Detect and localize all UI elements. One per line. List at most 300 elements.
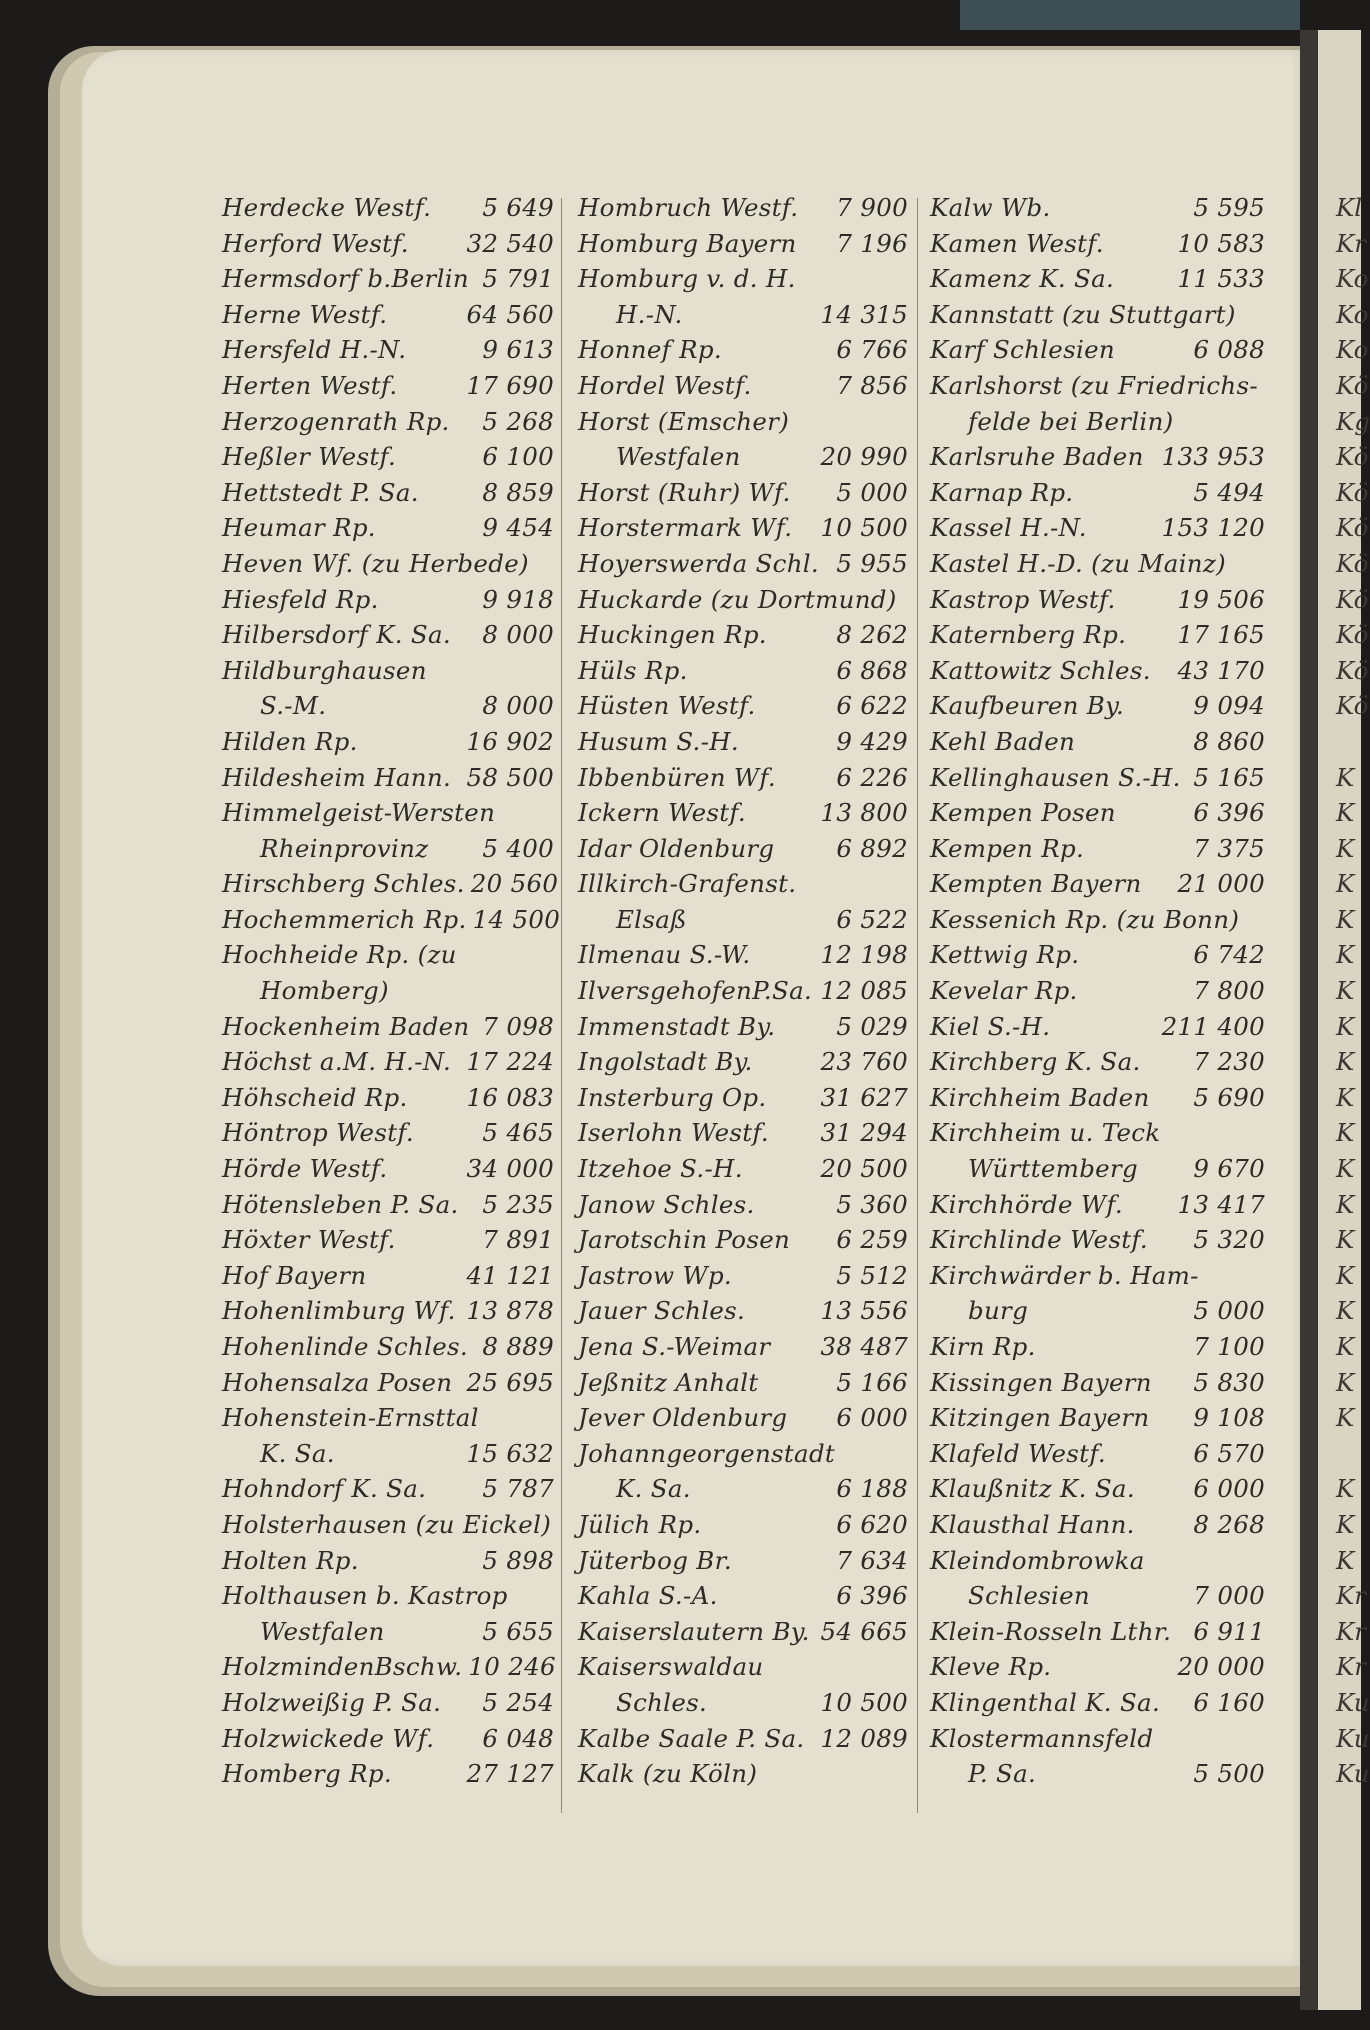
town-name: Hockenheim Baden [222, 1011, 470, 1041]
population: 10 246 [468, 1652, 556, 1682]
entry-line [222, 1009, 554, 1045]
facing-page-glyph: K [1336, 1047, 1355, 1077]
population: 5 320 [1193, 1225, 1265, 1255]
town-name: Kevelar Rp. [930, 976, 1078, 1006]
town-name: Kalk (zu Köln) [578, 1759, 758, 1789]
population: 5 649 [482, 193, 554, 222]
entry-line [222, 653, 554, 689]
population: 133 953 [1161, 442, 1265, 472]
population: 8 859 [482, 477, 554, 507]
entry-line [930, 1115, 1265, 1151]
town-name: Kalbe Saale P. Sa. [578, 1723, 805, 1753]
population: 21 000 [1177, 869, 1265, 899]
entry-line [578, 582, 908, 618]
town-name: Homberg Rp. [222, 1759, 392, 1789]
town-name: K. Sa. [616, 1474, 691, 1504]
population: 5 000 [1193, 1296, 1265, 1326]
entry-line [930, 226, 1265, 262]
town-name: Herford Westf. [222, 228, 409, 258]
entry-line [578, 1543, 908, 1579]
entry-line [222, 404, 554, 440]
entry-line [222, 973, 554, 1009]
entry-line [578, 1507, 908, 1543]
population: 5 512 [836, 1260, 908, 1290]
entry-line [578, 866, 908, 902]
entry-line [930, 1436, 1265, 1472]
population: 64 560 [466, 299, 554, 329]
town-name: Kleindombrowka [930, 1545, 1145, 1575]
population: 6 911 [1193, 1616, 1265, 1646]
town-name: Kamenz K. Sa. [930, 264, 1115, 294]
town-name: Jüterbog Br. [578, 1545, 732, 1575]
entry-line [930, 1649, 1265, 1685]
town-name: Herne Westf. [222, 299, 388, 329]
population: 5 165 [1193, 762, 1265, 792]
town-name: Hombruch Westf. [578, 193, 799, 222]
population: 6 160 [1193, 1687, 1265, 1717]
town-name: Jarotschin Posen [578, 1225, 791, 1255]
entry-line [578, 1721, 908, 1757]
entry-line [222, 831, 554, 867]
town-name: Johanngeorgenstadt [578, 1438, 836, 1468]
entry-line [930, 688, 1265, 724]
entry-line [222, 332, 554, 368]
population: 23 760 [820, 1047, 908, 1077]
entry-line [930, 1293, 1265, 1329]
entry-line [578, 1649, 908, 1685]
population: 5 830 [1193, 1367, 1265, 1397]
town-name: Kalw Wb. [930, 193, 1051, 222]
facing-page-glyph: Kö [1336, 584, 1369, 614]
town-name: Hüls Rp. [578, 655, 688, 685]
entry-line [578, 1222, 908, 1258]
town-name: Herten Westf. [222, 370, 398, 400]
population: 6 188 [836, 1474, 908, 1504]
town-name: Ibbenbüren Wf. [578, 762, 776, 792]
population: 9 613 [482, 335, 554, 365]
entry-line [930, 190, 1265, 226]
entry-line [930, 475, 1265, 511]
town-name: Hohensalza Posen [222, 1367, 453, 1397]
population: 7 891 [482, 1225, 554, 1255]
population: 17 165 [1177, 620, 1265, 650]
entry-line [222, 617, 554, 653]
facing-page-glyph: Kö [1336, 477, 1369, 507]
entry-line [930, 332, 1265, 368]
entry-line [930, 973, 1265, 1009]
town-name: Hirschberg Schles. [222, 869, 465, 899]
town-name: Itzehoe S.-H. [578, 1154, 743, 1184]
entry-line [578, 1614, 908, 1650]
entry-line [930, 1365, 1265, 1401]
population: 5 254 [482, 1687, 554, 1717]
entry-line [930, 1222, 1265, 1258]
population: 5 898 [482, 1545, 554, 1575]
entry-line [578, 617, 908, 653]
entry-line [222, 190, 554, 226]
town-name: Hordel Westf. [578, 370, 752, 400]
town-name: Hötensleben P. Sa. [222, 1189, 459, 1219]
town-name: Katernberg Rp. [930, 620, 1127, 650]
entry-line [222, 1649, 554, 1685]
population: 6 396 [836, 1581, 908, 1611]
facing-page-glyph: Ku [1336, 1687, 1370, 1717]
town-name: Hilbersdorf K. Sa. [222, 620, 451, 650]
population: 14 315 [820, 299, 908, 329]
entry-line [930, 653, 1265, 689]
facing-page-glyph: K [1336, 940, 1355, 970]
population: 7 196 [836, 228, 908, 258]
population: 17 690 [466, 370, 554, 400]
town-name: Klafeld Westf. [930, 1438, 1106, 1468]
entry-line [222, 688, 554, 724]
facing-page-glyph [1336, 724, 1370, 760]
column-rule [561, 198, 562, 1813]
town-name: Holsterhausen (zu Eickel) [222, 1509, 552, 1539]
population: 9 108 [1193, 1403, 1265, 1433]
population: 5 465 [482, 1118, 554, 1148]
town-name: Karlsruhe Baden [930, 442, 1144, 472]
town-name: Karlshorst (zu Friedrichs- [930, 370, 1258, 400]
entry-line [222, 795, 554, 831]
facing-page-glyph [1336, 1436, 1370, 1472]
entry-line [222, 1507, 554, 1543]
town-name: Kaiserslautern By. [578, 1616, 810, 1646]
entry-line [222, 546, 554, 582]
entry-line [930, 1151, 1265, 1187]
entry-line [578, 368, 908, 404]
town-name: Klostermannsfeld [930, 1723, 1154, 1753]
population: 10 500 [820, 513, 908, 543]
population: 7 800 [1193, 976, 1265, 1006]
entry-line [222, 1044, 554, 1080]
entry-line [578, 190, 908, 226]
population: 5 787 [482, 1474, 554, 1504]
town-name: Insterburg Op. [578, 1082, 767, 1112]
population: 5 268 [482, 406, 554, 436]
entry-line [222, 1115, 554, 1151]
town-name: Jena S.-Weimar [578, 1332, 771, 1361]
entry-line [578, 1400, 908, 1436]
population: 7 100 [1193, 1332, 1265, 1361]
population: 5 595 [1193, 193, 1265, 222]
town-name: Horstermark Wf. [578, 513, 793, 543]
population: 20 000 [1177, 1652, 1265, 1682]
entry-line [578, 1151, 908, 1187]
column-1 [222, 190, 561, 1792]
population: 5 029 [836, 1011, 908, 1041]
town-name: Jastrow Wp. [578, 1260, 733, 1290]
town-name: P. Sa. [968, 1759, 1037, 1789]
town-name: Hildesheim Hann. [222, 762, 452, 792]
town-name: Kehl Baden [930, 726, 1076, 756]
population: 19 506 [1177, 584, 1265, 614]
population: 6 622 [836, 691, 908, 721]
entry-line [578, 760, 908, 796]
entry-line [578, 795, 908, 831]
entry-line [930, 617, 1265, 653]
population: 34 000 [466, 1154, 554, 1184]
town-name: Kiel S.-H. [930, 1011, 1051, 1041]
entry-line [222, 1543, 554, 1579]
town-name: Ickern Westf. [578, 798, 747, 828]
town-name: Jülich Rp. [578, 1509, 702, 1539]
town-name: Kaiserswaldau [578, 1652, 764, 1682]
population: 13 878 [466, 1296, 554, 1326]
facing-page-glyph: K [1336, 1260, 1355, 1290]
population: 13 800 [820, 798, 908, 828]
facing-page-glyph: K [1336, 1011, 1355, 1041]
population: 5 360 [836, 1189, 908, 1219]
facing-page-glyph: Ko [1336, 335, 1369, 365]
facing-page-glyph: K [1336, 1332, 1355, 1361]
entry-line [222, 297, 554, 333]
town-name: Heven Wf. (zu Herbede) [222, 548, 529, 578]
town-name: Klein-Rosseln Lthr. [930, 1616, 1172, 1646]
town-name: Hof Bayern [222, 1260, 367, 1290]
entry-line [930, 510, 1265, 546]
population: 9 429 [836, 726, 908, 756]
entry-line [222, 226, 554, 262]
population: 6 892 [836, 833, 908, 863]
entry-line [222, 1365, 554, 1401]
town-name: Westfalen [260, 1616, 385, 1646]
entry-line [930, 1080, 1265, 1116]
town-name: Hoyerswerda Schl. [578, 548, 820, 578]
population: 12 198 [820, 940, 908, 970]
entry-line [578, 653, 908, 689]
town-name: Holthausen b. Kastrop [222, 1581, 508, 1611]
entry-line [222, 439, 554, 475]
entry-line [222, 902, 561, 938]
population: 5 400 [482, 833, 554, 863]
entry-line [930, 760, 1265, 796]
population: 7 375 [1193, 833, 1265, 863]
town-name: Kattowitz Schles. [930, 655, 1151, 685]
population: 9 670 [1193, 1154, 1265, 1184]
entry-line [222, 1080, 554, 1116]
town-name: Westfalen [616, 442, 741, 472]
town-name: Ingolstadt By. [578, 1047, 753, 1077]
facing-page-glyph: K [1336, 1296, 1355, 1326]
facing-page-glyph: Kö [1336, 691, 1369, 721]
entry-line [222, 510, 554, 546]
population: 20 560 [470, 869, 559, 899]
population: 6 868 [836, 655, 908, 685]
facing-page-glyph: Kr [1336, 1652, 1367, 1682]
population: 5 655 [482, 1616, 554, 1646]
population: 211 400 [1161, 1011, 1265, 1041]
town-name: Hohenlimburg Wf. [222, 1296, 456, 1326]
town-name: IlversgehofenP.Sa. [578, 976, 813, 1006]
entry-line [930, 1756, 1265, 1792]
town-name: Heßler Westf. [222, 442, 397, 472]
town-name: Kempen Rp. [930, 833, 1085, 863]
entry-line [222, 368, 554, 404]
population: 5 690 [1193, 1082, 1265, 1112]
town-name: Kassel H.-N. [930, 513, 1087, 543]
facing-page-glyph: Kö [1336, 442, 1369, 472]
entry-line [578, 297, 908, 333]
facing-page-glyph: Kl [1336, 193, 1363, 222]
population: 8 000 [482, 691, 554, 721]
population: 16 083 [466, 1082, 554, 1112]
entry-line [222, 582, 554, 618]
entry-line [222, 1685, 554, 1721]
town-name: Höchst a.M. H.-N. [222, 1047, 452, 1077]
town-name: Herzogenrath Rp. [222, 406, 450, 436]
population: 6 396 [1193, 798, 1265, 828]
town-name: Iserlohn Westf. [578, 1118, 769, 1148]
entry-line [578, 1258, 908, 1294]
population: 7 000 [1193, 1581, 1265, 1611]
town-name: Kirchheim Baden [930, 1082, 1150, 1112]
entry-line [578, 439, 908, 475]
population: 6 088 [1193, 335, 1265, 365]
entry-line [930, 1507, 1265, 1543]
town-name: Kirchhörde Wf. [930, 1189, 1123, 1219]
facing-page-glyph: Ko [1336, 264, 1369, 294]
entry-line [578, 1436, 908, 1472]
town-name: Hildburghausen [222, 655, 427, 685]
entry-line [930, 1685, 1265, 1721]
population: 6 742 [1193, 940, 1265, 970]
entry-line [222, 1436, 554, 1472]
town-name: Jeßnitz Anhalt [578, 1367, 759, 1397]
town-name: Kellinghausen S.-H. [930, 762, 1181, 792]
entry-line [222, 724, 554, 760]
population: 5 500 [1193, 1759, 1265, 1789]
population: 58 500 [466, 762, 554, 792]
entry-line [930, 439, 1265, 475]
column-rule [917, 198, 918, 1813]
town-name: Kempten Bayern [930, 869, 1142, 899]
population: 8 262 [836, 620, 908, 650]
entry-line [930, 297, 1265, 333]
population: 25 695 [466, 1367, 554, 1397]
entry-line [222, 1293, 554, 1329]
town-name: Hohenstein-Ernsttal [222, 1403, 479, 1433]
population: 7 098 [482, 1011, 554, 1041]
entry-line [930, 1329, 1265, 1365]
entry-line [930, 368, 1265, 404]
facing-page-glyph: Kr [1336, 1616, 1367, 1646]
facing-page-glyph: Kr [1336, 1581, 1367, 1611]
population: 15 632 [466, 1438, 554, 1468]
entry-line [930, 902, 1265, 938]
facing-page-glyph: K [1336, 1403, 1355, 1433]
entry-line [578, 404, 908, 440]
entry-line [578, 688, 908, 724]
entry-line [578, 973, 908, 1009]
town-name: Husum S.-H. [578, 726, 739, 756]
town-name: Hohenlinde Schles. [222, 1332, 468, 1361]
town-name: Heumar Rp. [222, 513, 376, 543]
entry-line [578, 1685, 908, 1721]
entry-line [930, 1258, 1265, 1294]
book-gutter [1300, 30, 1318, 2010]
population: 6 259 [836, 1225, 908, 1255]
town-name: felde bei Berlin) [968, 406, 1174, 436]
column-2 [578, 190, 908, 1792]
entry-line [578, 226, 908, 262]
population: 54 665 [820, 1616, 908, 1646]
entry-line [578, 510, 908, 546]
entry-line [930, 546, 1265, 582]
facing-page-glyph: Kg [1336, 406, 1370, 436]
entry-line [578, 1365, 908, 1401]
town-name: H.-N. [616, 299, 683, 329]
population: 7 634 [836, 1545, 908, 1575]
town-name: Holten Rp. [222, 1545, 359, 1575]
entry-line [222, 937, 554, 973]
facing-page-glyph: K [1336, 1118, 1355, 1148]
population: 11 533 [1177, 264, 1265, 294]
entry-line [222, 1756, 554, 1792]
facing-page-glyph: K [1336, 833, 1355, 863]
facing-page-glyph: K [1336, 798, 1355, 828]
population: 7 900 [836, 193, 908, 222]
entry-line [578, 332, 908, 368]
town-name: Kissingen Bayern [930, 1367, 1152, 1397]
entry-line [578, 1471, 908, 1507]
entry-line [222, 1329, 554, 1365]
town-name: Honnef Rp. [578, 335, 722, 365]
population: 6 226 [836, 762, 908, 792]
population: 9 094 [1193, 691, 1265, 721]
entry-line [222, 1721, 554, 1757]
population: 10 500 [820, 1687, 908, 1717]
population: 38 487 [820, 1332, 908, 1361]
town-name: Kitzingen Bayern [930, 1403, 1150, 1433]
town-name: Kahla S.-A. [578, 1581, 718, 1611]
town-name: Klingenthal K. Sa. [930, 1687, 1161, 1717]
town-name: Kamen Westf. [930, 228, 1104, 258]
entry-line [930, 1009, 1265, 1045]
town-name: Huckingen Rp. [578, 620, 767, 650]
population: 8 000 [482, 620, 554, 650]
facing-page-glyph: K [1336, 1474, 1355, 1504]
population: 6 620 [836, 1509, 908, 1539]
population: 32 540 [466, 228, 554, 258]
entry-line [222, 760, 554, 796]
entry-line [930, 261, 1265, 297]
entry-line [222, 1187, 554, 1223]
entry-line [222, 261, 554, 297]
column-3 [930, 190, 1265, 1792]
facing-page-glyph: K [1336, 1154, 1355, 1184]
town-name: Klausthal Hann. [930, 1509, 1135, 1539]
town-name: Württemberg [968, 1154, 1138, 1184]
population: 5 235 [482, 1189, 554, 1219]
town-name: Himmelgeist-Wersten [222, 798, 496, 828]
entry-line [930, 404, 1265, 440]
entry-line [578, 1080, 908, 1116]
town-name: Hiesfeld Rp. [222, 584, 379, 614]
facing-page-glyph: K [1336, 1367, 1355, 1397]
entry-line [930, 1471, 1265, 1507]
town-name: Schles. [616, 1687, 708, 1717]
population: 6 766 [836, 335, 908, 365]
entry-line [222, 1258, 554, 1294]
town-name: Kirn Rp. [930, 1332, 1036, 1361]
population: 43 170 [1177, 655, 1265, 685]
town-name: Hochemmerich Rp. [222, 904, 467, 934]
population: 5 955 [836, 548, 908, 578]
facing-page-glyph: K [1336, 904, 1355, 934]
town-name: Kempen Posen [930, 798, 1116, 828]
facing-page-letters [1336, 190, 1370, 1792]
